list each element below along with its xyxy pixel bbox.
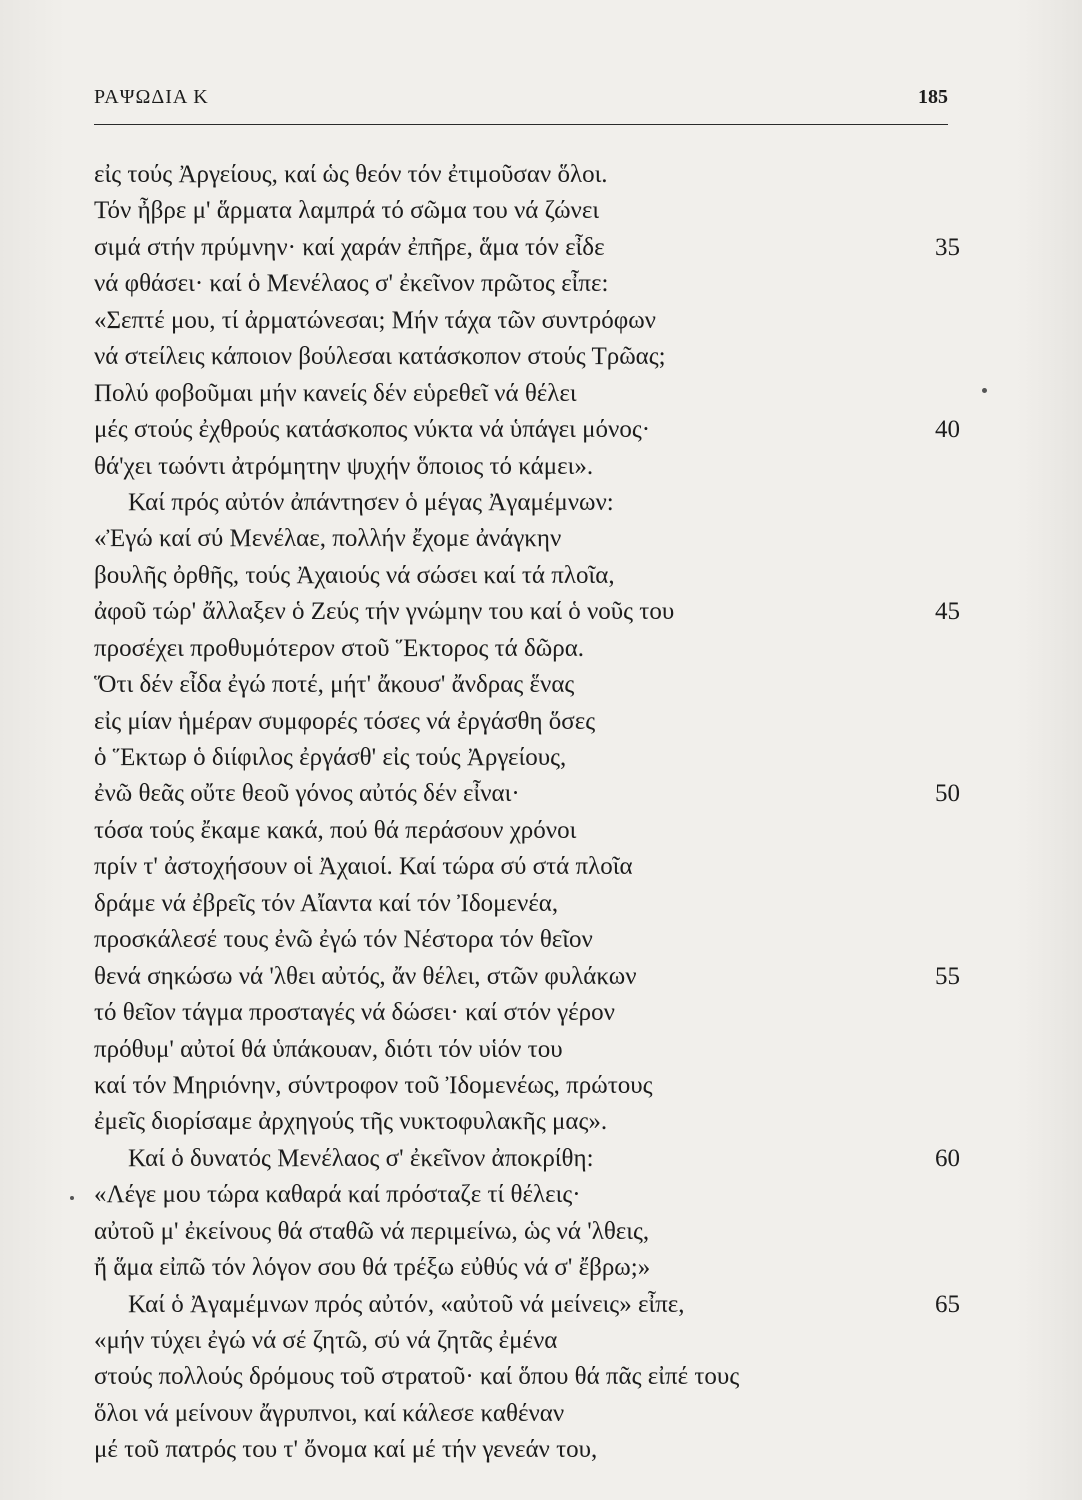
verse-line-text: μές στούς ἐχθρούς κατάσκοπος νύκτα νά ὑπάγει μόνος· (94, 416, 651, 444)
verse-line (94, 631, 960, 667)
verse-line (94, 558, 960, 594)
verse-line (94, 193, 960, 229)
verse-line (94, 1104, 960, 1140)
verse-line-text: Τόν ἦβρε μ' ἅρματα λαμπρά τό σῶμα του νά ζώνει (94, 197, 600, 225)
verse-line (94, 886, 960, 922)
verse-line-text: αὐτοῦ μ' ἐκείνους θά σταθῶ νά περιμείνω, ὡς νά 'λθεις, (94, 1217, 650, 1245)
line-number: 45 (935, 598, 960, 626)
line-number: 60 (935, 1144, 960, 1172)
page-number: 185 (918, 86, 948, 108)
verse-line-text: Πολύ φοβοῦμαι μήν κανείς δέν εὑρεθεῖ νά θέλει (94, 379, 577, 407)
verse-line-text: θενά σηκώσω νά 'λθει αὐτός, ἄν θέλει, στῶν φυλάκων (94, 962, 637, 990)
verse-line-text: τό θεῖον τάγμα προσταγές νά δώσει· καί στόν γέρον (94, 999, 615, 1027)
verse-line-text: θά'χει τωόντι ἀτρόμητην ψυχήν ὅποιος τό κάμει». (94, 452, 594, 480)
ink-speck (982, 388, 987, 393)
verse-line (94, 922, 960, 958)
verse-line (94, 157, 960, 193)
verse-line-text: νά φθάσει· καί ὁ Μενέλαος σ' ἐκεῖνον πρῶτος εἶπε: (94, 270, 609, 298)
verse-line (94, 412, 960, 448)
verse-line (94, 813, 960, 849)
verse-line (94, 1250, 960, 1286)
verse-line-text: σιμά στήν πρύμνην· καί χαράν ἐπῆρε, ἅμα τόν εἶδε (94, 233, 605, 261)
verse-line (94, 1323, 960, 1359)
page-header (94, 86, 948, 116)
verse-line (94, 740, 960, 776)
verse-line-text: ὅλοι νά μείνουν ἄγρυπνοι, καί κάλεσε καθέναν (94, 1399, 565, 1427)
verse-line (94, 1032, 960, 1068)
verse-line (94, 1141, 960, 1177)
verse-line-text: ἐνῶ θεᾶς οὔτε θεοῦ γόνος αὐτός δέν εἶναι· (94, 780, 520, 808)
verse-line (94, 1396, 960, 1432)
verse-line (94, 959, 960, 995)
verse-line-text: βουλῆς ὀρθῆς, τούς Ἀχαιούς νά σώσει καί τά πλοῖα, (94, 561, 615, 589)
verse-line (94, 485, 960, 521)
verse-line (94, 776, 960, 812)
line-number: 50 (935, 780, 960, 808)
verse-line-text: εἰς μίαν ἡμέραν συμφορές τόσες νά ἐργάσθη ὅσες (94, 707, 596, 735)
verse-line (94, 849, 960, 885)
verse-line-text: ἤ ἅμα εἰπῶ τόν λόγον σου θά τρέξω εὐθύς νά σ' ἔβρω;» (94, 1254, 651, 1282)
verse-line-text: νά στείλεις κάποιον βούλεσαι κατάσκοπον στούς Τρῶας; (94, 343, 666, 371)
verse-line-text: δράμε νά ἐβρεῖς τόν Αἴαντα καί τόν Ἰδομενέα, (94, 889, 559, 917)
verse-line-text: ὁ Ἕκτωρ ὁ διίφιλος ἐργάσθ' εἰς τούς Ἀργείους, (94, 744, 567, 771)
verse-line (94, 1287, 960, 1323)
verse-line (94, 995, 960, 1031)
running-head: ΡΑΨΩΔΙΑ Κ (94, 86, 209, 108)
verse-line (94, 339, 960, 375)
verse-line-text: καί τόν Μηριόνην, σύντροφον τοῦ Ἰδομενέως, πρώτους (94, 1071, 653, 1099)
verse-line-text: ἀφοῦ τώρ' ἄλλαξεν ὁ Ζεύς τήν γνώμην του καί ὁ νοῦς του (94, 598, 675, 626)
verse-line-text: Καί πρός αὐτόν ἀπάντησεν ὁ μέγας Ἀγαμέμνων: (128, 488, 614, 516)
verse-line-text: ἐμεῖς διορίσαμε ἀρχηγούς τῆς νυκτοφυλακῆς μας». (94, 1108, 608, 1136)
verse-line-text: πρόθυμ' αὐτοί θά ὑπάκουαν, διότι τόν υἱόν του (94, 1035, 563, 1063)
verse-line-text: «Λέγε μου τώρα καθαρά καί πρόσταζε τί θέλεις· (94, 1181, 581, 1209)
verse-line-text: μέ τοῦ πατρός του τ' ὄνομα καί μέ τήν γενεάν του, (94, 1436, 598, 1464)
line-number: 35 (935, 233, 960, 261)
verse-line-text: Καί ὁ δυνατός Μενέλαος σ' ἐκεῖνον ἀποκρίθη: (128, 1144, 594, 1172)
verse-line-text: Καί ὁ Ἀγαμέμνων πρός αὐτόν, «αὐτοῦ νά μείνεις» εἶπε, (128, 1290, 685, 1318)
line-number: 55 (935, 962, 960, 990)
verse-line (94, 266, 960, 302)
verse-line-text: «μήν τύχει ἐγώ νά σέ ζητῶ, σύ νά ζητᾶς ἐμένα (94, 1327, 558, 1354)
line-number: 65 (935, 1290, 960, 1318)
verse-line-text: προσέχει προθυμότερον στοῦ Ἕκτορος τά δῶρα. (94, 634, 585, 662)
verse-line (94, 667, 960, 703)
verse-line (94, 1068, 960, 1104)
verse-line (94, 521, 960, 557)
verse-line-text: «Ἐγώ καί σύ Μενέλαε, πολλήν ἔχομε ἀνάγκην (94, 525, 562, 553)
verse-line-text: εἰς τούς Ἀργείους, καί ὡς θεόν τόν ἐτιμοῦσαν ὅλοι. (94, 161, 608, 188)
verse-line (94, 594, 960, 630)
verse-line (94, 376, 960, 412)
verse-line (94, 1432, 960, 1468)
verse-line (94, 1359, 960, 1395)
verse-line-text: στούς πολλούς δρόμους τοῦ στρατοῦ· καί ὅπου θά πᾶς εἰπέ τους (94, 1363, 740, 1391)
verse-line-text: Ὅτι δέν εἶδα ἐγώ ποτέ, μήτ' ἄκουσ' ἄνδρας ἕνας (94, 671, 575, 699)
header-rule (94, 124, 948, 125)
verse-line (94, 230, 960, 266)
verse-line (94, 704, 960, 740)
verse-line (94, 303, 960, 339)
verse-line-text: τόσα τούς ἔκαμε κακά, πού θά περάσουν χρόνοι (94, 816, 577, 844)
verse-line (94, 1177, 960, 1213)
verse-line (94, 449, 960, 485)
verse-text (94, 157, 960, 1469)
verse-line-text: προσκάλεσέ τους ἐνῶ ἐγώ τόν Νέστορα τόν θεῖον (94, 926, 593, 954)
line-number: 40 (935, 416, 960, 444)
ink-speck (70, 1196, 74, 1200)
verse-line-text: «Σεπτέ μου, τί ἀρματώνεσαι; Μήν τάχα τῶν συντρόφων (94, 306, 656, 334)
verse-line-text: πρίν τ' ἀστοχήσουν οἱ Ἀχαιοί. Καί τώρα σύ στά πλοῖα (94, 853, 633, 881)
verse-line (94, 1214, 960, 1250)
